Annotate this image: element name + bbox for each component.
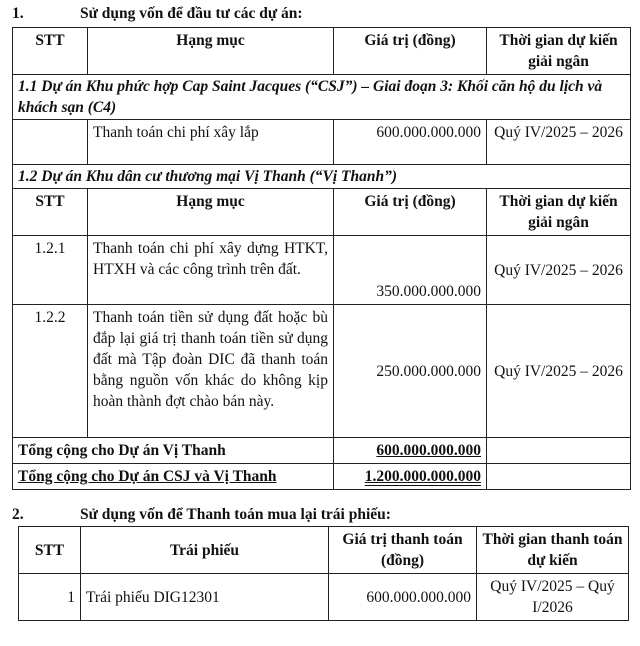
bond-table <box>18 526 629 621</box>
investment-table <box>12 27 631 490</box>
row-value: 600.000.000.000 <box>334 120 487 165</box>
project-2-title: 1.2 Dự án Khu dân cư thương mại Vị Thanh (“Vị Thanh”) <box>13 165 631 189</box>
section-1-heading <box>12 5 612 25</box>
project-1-title: 1.1 Dự án Khu phức hợp Cap Saint Jacques (“CSJ”) – Giai đoạn 3: Khối căn hộ du lịch và khách sạn (C4) <box>13 75 631 120</box>
empty-cell <box>487 438 631 464</box>
header-gia-tri: Giá trị (đồng) <box>334 28 487 75</box>
row-stt: 1.2.1 <box>13 236 88 305</box>
project-1-row <box>13 75 631 120</box>
total-vi-thanh-value: 600.000.000.000 <box>376 442 481 459</box>
table-header-row-2 <box>13 189 631 236</box>
header-hang-muc: Hạng mục <box>88 28 334 75</box>
project-2-row <box>13 165 631 189</box>
row-stt: 1.2.2 <box>13 305 88 438</box>
total-vi-thanh-cell <box>334 438 487 464</box>
table-header-row <box>13 28 631 75</box>
header-thoi-gian-2: Thời gian dự kiến giải ngân <box>487 189 631 236</box>
total-all-label: Tổng cộng cho Dự án CSJ và Vị Thanh <box>18 468 277 485</box>
row-time: Quý IV/2025 – 2026 <box>487 120 631 165</box>
total-all-cell <box>334 464 487 490</box>
bond-row-time: Quý IV/2025 – Quý I/2026 <box>477 574 629 621</box>
row-item: Thanh toán tiền sử dụng đất hoặc bù đắp lại giá trị thanh toán tiền sử dụng đất mà Tập đoàn DIC đã thanh toán bằng nguồn vốn khác do không kịp hoàn thành đợt chào bán này. <box>88 305 334 438</box>
bond-header-stt: STT <box>19 527 81 574</box>
row-value: 250.000.000.000 <box>334 305 487 438</box>
header-stt: STT <box>13 28 88 75</box>
bond-row-name: Trái phiếu DIG12301 <box>81 574 329 621</box>
table-row <box>13 305 631 438</box>
section-1-title: Sử dụng vốn để đầu tư các dự án: <box>80 5 303 22</box>
total-all-label-cell <box>13 464 334 490</box>
total-all-row <box>13 464 631 490</box>
header-stt-2: STT <box>13 189 88 236</box>
row-item: Thanh toán chi phí xây dựng HTKT, HTXH và các công trình trên đất. <box>88 236 334 305</box>
empty-cell <box>487 464 631 490</box>
section-1-number: 1. <box>12 5 24 22</box>
section-2-title: Sử dụng vốn để Thanh toán mua lại trái phiếu: <box>80 506 391 523</box>
bond-header-trai-phieu: Trái phiếu <box>81 527 329 574</box>
table-row <box>19 574 629 621</box>
bond-row-value: 600.000.000.000 <box>329 574 477 621</box>
total-all-value: 1.200.000.000.000 <box>364 468 481 485</box>
row-time: Quý IV/2025 – 2026 <box>487 236 631 305</box>
bond-header-gia-tri: Giá trị thanh toán (đồng) <box>329 527 477 574</box>
section-2-number: 2. <box>12 506 24 523</box>
header-thoi-gian: Thời gian dự kiến giải ngân <box>487 28 631 75</box>
row-stt <box>13 120 88 165</box>
bond-header-row <box>19 527 629 574</box>
row-item: Thanh toán chi phí xây lắp <box>88 120 334 165</box>
row-time: Quý IV/2025 – 2026 <box>487 305 631 438</box>
header-hang-muc-2: Hạng mục <box>88 189 334 236</box>
total-vi-thanh-label: Tổng cộng cho Dự án Vị Thanh <box>13 438 334 464</box>
table-row <box>13 120 631 165</box>
bond-row-stt: 1 <box>19 574 81 621</box>
row-value: 350.000.000.000 <box>334 236 487 305</box>
header-gia-tri-2: Giá trị (đồng) <box>334 189 487 236</box>
total-vi-thanh-row <box>13 438 631 464</box>
bond-header-thoi-gian: Thời gian thanh toán dự kiến <box>477 527 629 574</box>
section-2-heading <box>12 506 612 526</box>
table-row <box>13 236 631 305</box>
